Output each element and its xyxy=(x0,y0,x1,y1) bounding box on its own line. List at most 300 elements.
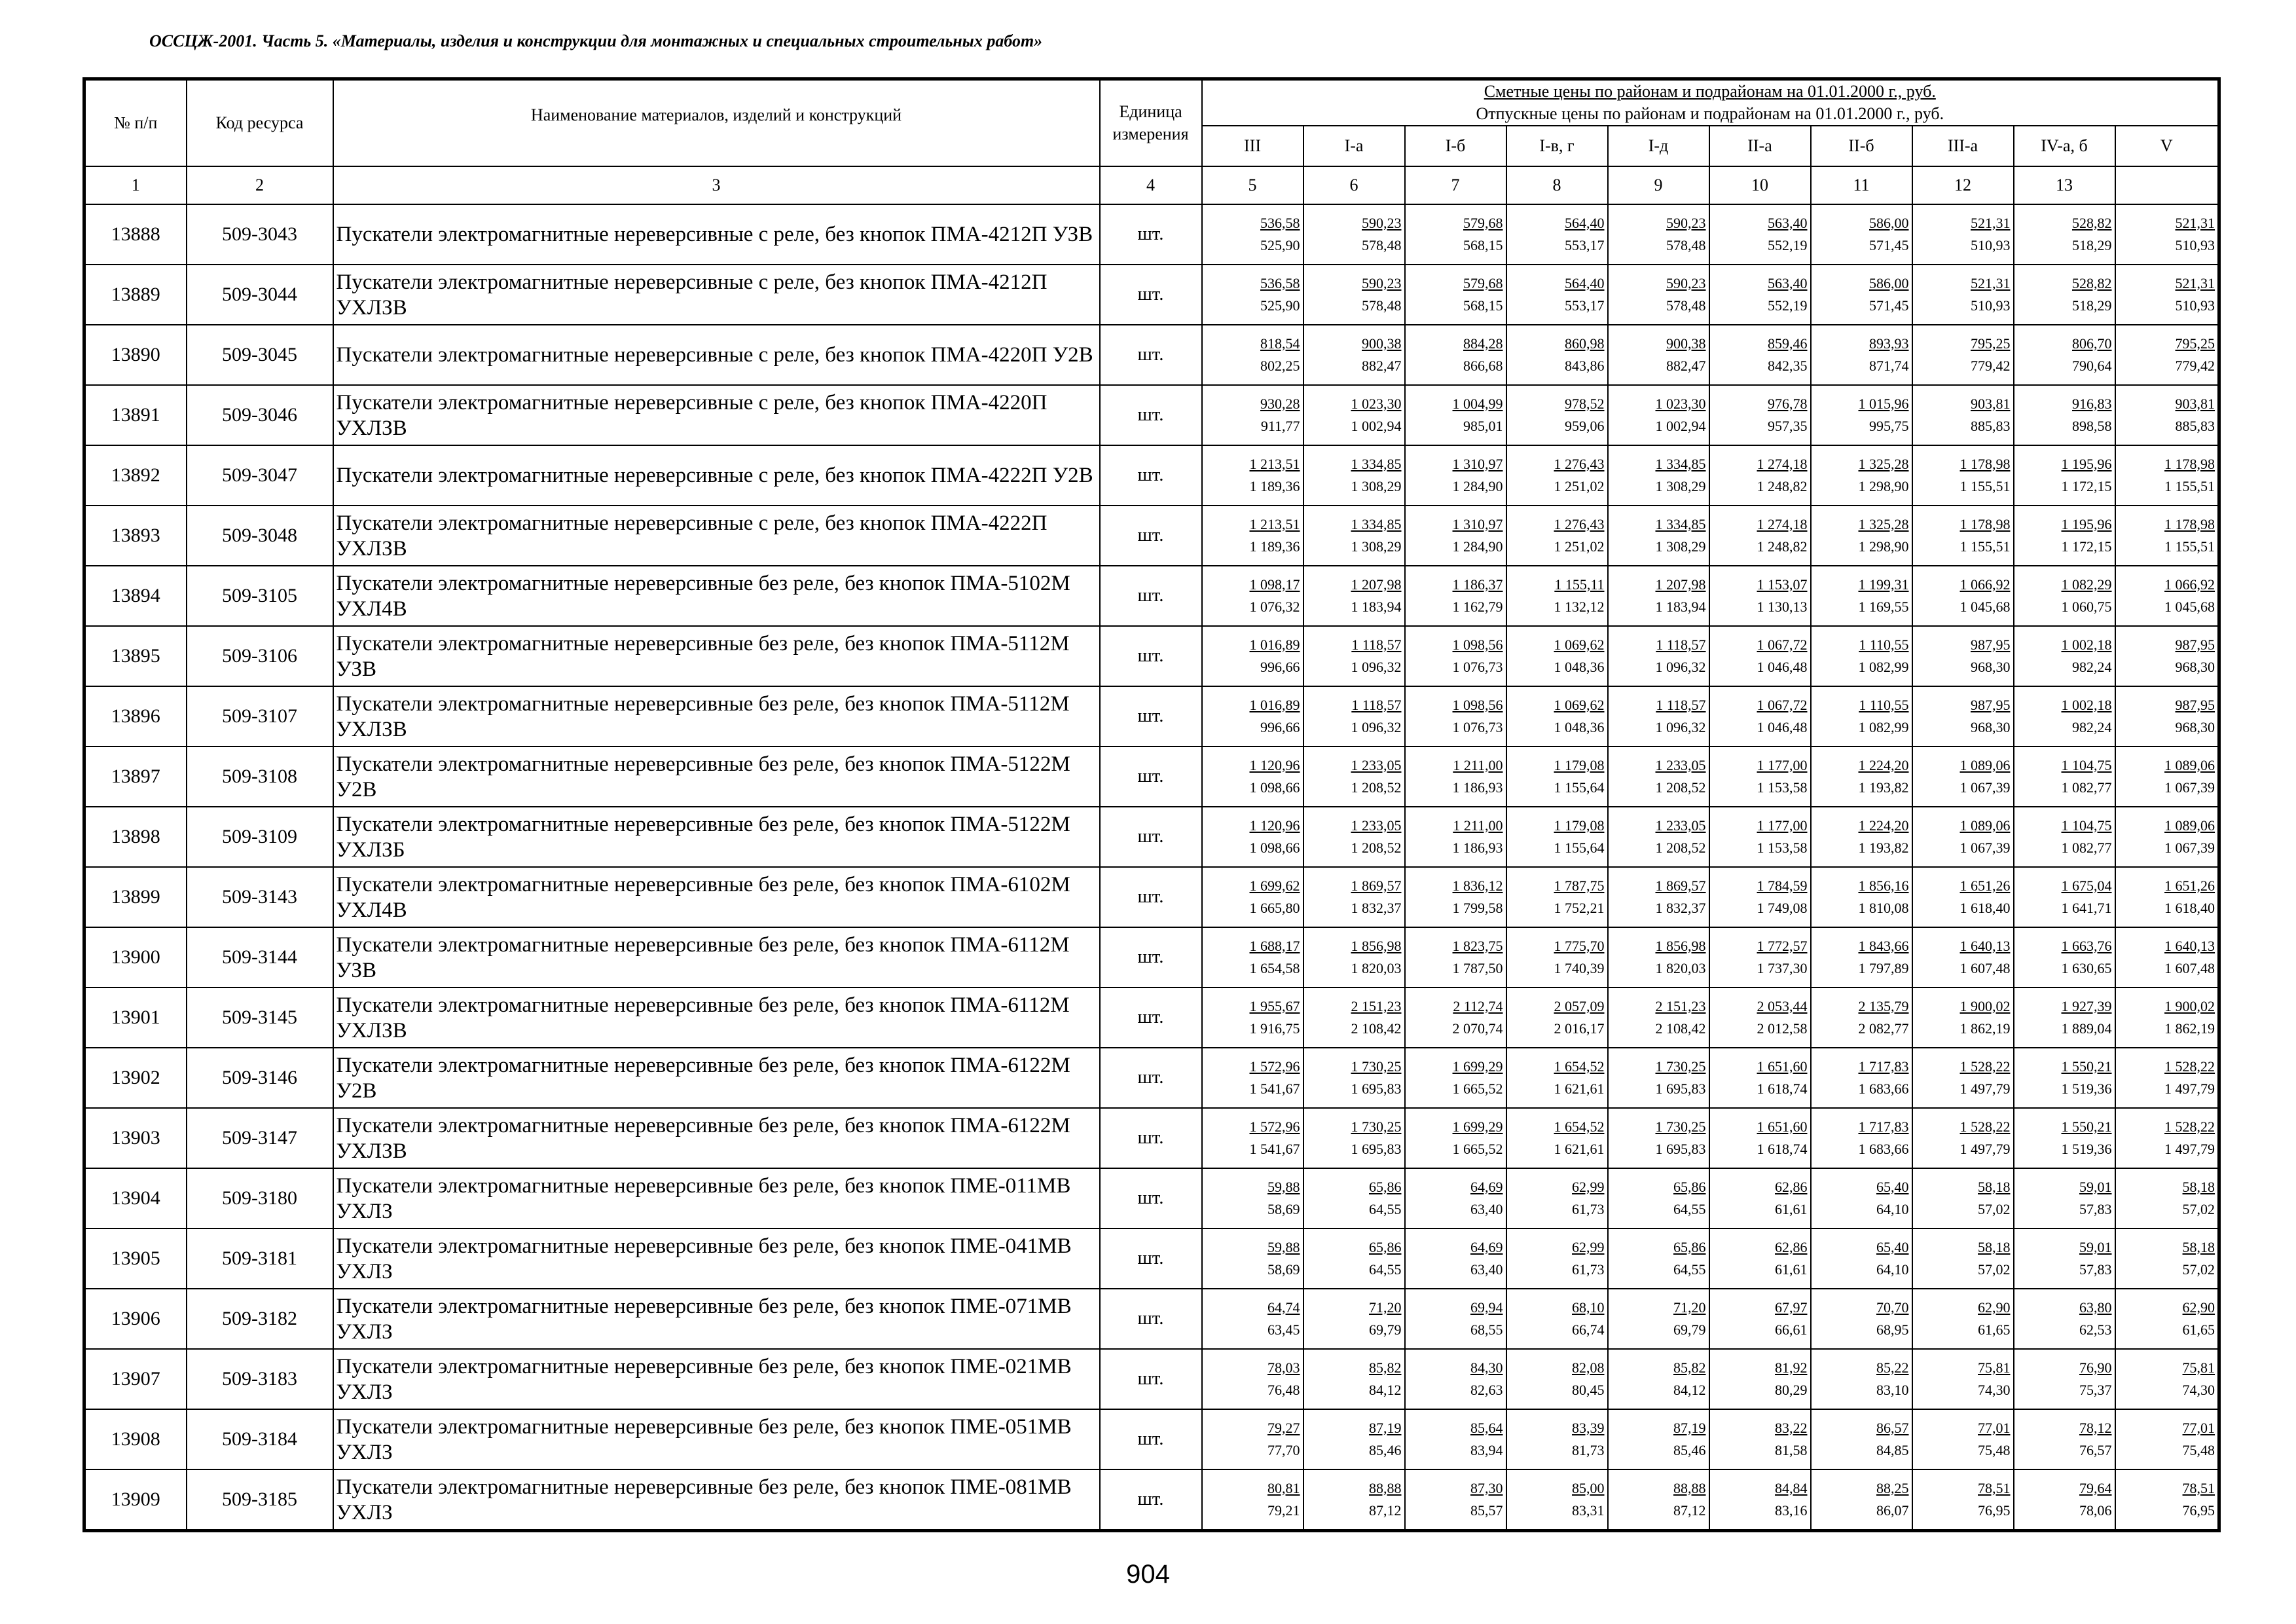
item-name: Пускатели электромагнитные нереверсивные с реле, без кнопок ПМА-4220П У2В xyxy=(333,325,1100,385)
release-price: 76,95 xyxy=(1978,1502,2011,1519)
release-price: 64,10 xyxy=(1876,1261,1909,1278)
release-price: 64,55 xyxy=(1673,1200,1706,1217)
release-price: 525,90 xyxy=(1260,236,1300,253)
estimated-price: 1 688,17 xyxy=(1249,937,1300,954)
estimated-price: 79,27 xyxy=(1267,1419,1300,1436)
estimated-price: 930,28 xyxy=(1260,395,1300,412)
release-price: 510,93 xyxy=(1971,236,2011,253)
estimated-price: 59,88 xyxy=(1267,1178,1300,1195)
release-price: 1 308,29 xyxy=(1351,477,1402,494)
price-cell xyxy=(2115,686,2219,747)
release-price: 61,73 xyxy=(1572,1261,1605,1278)
release-price: 552,19 xyxy=(1768,297,1808,314)
price-cell xyxy=(1506,987,1608,1048)
estimated-price: 1 334,85 xyxy=(1655,455,1706,472)
release-price: 64,55 xyxy=(1673,1261,1706,1278)
row-number: 13909 xyxy=(84,1469,187,1531)
price-cell xyxy=(2115,747,2219,807)
release-price: 1 208,52 xyxy=(1655,779,1706,796)
release-price: 982,24 xyxy=(2072,658,2112,675)
price-cell xyxy=(1709,506,1811,566)
estimated-price: 1 199,31 xyxy=(1858,576,1909,593)
price-cell xyxy=(2115,807,2219,867)
price-cell xyxy=(2014,566,2115,626)
price-cell xyxy=(2014,1108,2115,1168)
price-cell xyxy=(1202,987,1303,1048)
estimated-price: 58,18 xyxy=(1978,1238,2011,1255)
estimated-price: 818,54 xyxy=(1260,335,1300,352)
release-price: 553,17 xyxy=(1565,297,1605,314)
estimated-price: 88,88 xyxy=(1369,1479,1402,1496)
estimated-price: 65,40 xyxy=(1876,1178,1909,1195)
estimated-price: 1 572,96 xyxy=(1249,1058,1300,1075)
release-price: 790,64 xyxy=(2072,357,2112,374)
release-price: 571,45 xyxy=(1869,297,1909,314)
resource-code: 509-3145 xyxy=(187,987,333,1048)
price-cell xyxy=(2014,204,2115,265)
estimated-price: 1 528,22 xyxy=(1959,1058,2011,1075)
estimated-price: 1 310,97 xyxy=(1452,515,1503,532)
estimated-price: 860,98 xyxy=(1565,335,1605,352)
price-cell xyxy=(1405,686,1506,747)
release-price: 1 096,32 xyxy=(1655,658,1706,675)
release-price: 1 002,94 xyxy=(1351,417,1402,434)
price-cell xyxy=(1303,1228,1405,1289)
release-price: 1 916,75 xyxy=(1249,1020,1300,1037)
item-name: Пускатели электромагнитные нереверсивные без реле, без кнопок ПМЕ-021МВ УХЛЗ xyxy=(333,1349,1100,1409)
price-cell xyxy=(1202,927,1303,987)
release-price: 968,30 xyxy=(2175,658,2215,675)
row-number: 13895 xyxy=(84,626,187,686)
item-name: Пускатели электромагнитные нереверсивные без реле, без кнопок ПМЕ-071МВ УХЛЗ xyxy=(333,1289,1100,1349)
release-price: 57,02 xyxy=(2182,1261,2215,1278)
release-price: 1 248,82 xyxy=(1757,477,1808,494)
release-price: 552,19 xyxy=(1768,236,1808,253)
release-price: 85,46 xyxy=(1673,1441,1706,1458)
estimated-price: 590,23 xyxy=(1362,214,1402,231)
release-price: 1 630,65 xyxy=(2061,959,2112,976)
estimated-price: 59,01 xyxy=(2079,1178,2112,1195)
item-name: Пускатели электромагнитные нереверсивные с реле, без кнопок ПМА-4220П УХЛЗВ xyxy=(333,385,1100,445)
estimated-price: 579,68 xyxy=(1463,274,1503,291)
estimated-price: 1 089,06 xyxy=(2164,756,2215,773)
release-price: 57,83 xyxy=(2079,1261,2112,1278)
estimated-price: 79,64 xyxy=(2079,1479,2112,1496)
estimated-price: 987,95 xyxy=(2175,696,2215,713)
release-price: 2 070,74 xyxy=(1452,1020,1503,1037)
price-cell xyxy=(1912,265,2014,325)
estimated-price: 978,52 xyxy=(1565,395,1605,412)
release-price: 518,29 xyxy=(2072,236,2112,253)
release-price: 1 076,73 xyxy=(1452,718,1503,735)
table-row xyxy=(84,867,2219,927)
estimated-price: 1 178,98 xyxy=(1959,455,2011,472)
estimated-price: 1 717,83 xyxy=(1858,1118,1909,1135)
row-number: 13894 xyxy=(84,566,187,626)
price-cell xyxy=(2014,325,2115,385)
price-cell xyxy=(1811,927,1912,987)
estimated-price: 1 640,13 xyxy=(2164,937,2215,954)
header-region: I-а xyxy=(1303,126,1405,166)
estimated-price: 85,22 xyxy=(1876,1359,1909,1376)
estimated-price: 528,82 xyxy=(2072,214,2112,231)
estimated-price: 859,46 xyxy=(1768,335,1808,352)
price-cell xyxy=(1811,1289,1912,1349)
estimated-price: 521,31 xyxy=(2175,274,2215,291)
release-price: 842,35 xyxy=(1768,357,1808,374)
release-price: 77,70 xyxy=(1267,1441,1300,1458)
release-price: 1 787,50 xyxy=(1452,959,1503,976)
item-name: Пускатели электромагнитные нереверсивные с реле, без кнопок ПМА-4222П УХЛЗВ xyxy=(333,506,1100,566)
release-price: 1 060,75 xyxy=(2061,598,2112,615)
estimated-price: 1 310,97 xyxy=(1452,455,1503,472)
estimated-price: 1 186,37 xyxy=(1452,576,1503,593)
price-cell xyxy=(1303,927,1405,987)
release-price: 578,48 xyxy=(1666,236,1706,253)
estimated-price: 1 110,55 xyxy=(1859,696,1909,713)
release-price: 1 172,15 xyxy=(2061,477,2112,494)
price-cell xyxy=(1506,1228,1608,1289)
price-cell xyxy=(1405,807,1506,867)
release-price: 1 695,83 xyxy=(1655,1080,1706,1097)
row-number: 13904 xyxy=(84,1168,187,1228)
estimated-price: 1 699,29 xyxy=(1452,1118,1503,1135)
release-price: 1 737,30 xyxy=(1757,959,1808,976)
release-price: 1 098,66 xyxy=(1249,839,1300,856)
estimated-price: 65,86 xyxy=(1369,1238,1402,1255)
release-price: 1 082,99 xyxy=(1858,658,1909,675)
estimated-price: 1 213,51 xyxy=(1249,455,1300,472)
table-row xyxy=(84,1228,2219,1289)
table-row xyxy=(84,1409,2219,1469)
estimated-price: 1 207,98 xyxy=(1655,576,1706,593)
estimated-price: 1 195,96 xyxy=(2061,515,2112,532)
release-price: 553,17 xyxy=(1565,236,1605,253)
release-price: 74,30 xyxy=(1978,1381,2011,1398)
release-price: 885,83 xyxy=(1971,417,2011,434)
release-price: 911,77 xyxy=(1260,417,1300,434)
estimated-price: 86,57 xyxy=(1876,1419,1909,1436)
price-cell xyxy=(2014,265,2115,325)
price-cell xyxy=(1608,807,1709,867)
price-cell xyxy=(1506,1349,1608,1409)
price-cell xyxy=(1811,747,1912,807)
release-price: 1 752,21 xyxy=(1554,899,1605,916)
estimated-price: 987,95 xyxy=(2175,636,2215,653)
estimated-price: 903,81 xyxy=(2175,395,2215,412)
release-price: 64,55 xyxy=(1369,1261,1402,1278)
release-price: 1 076,73 xyxy=(1452,658,1503,675)
estimated-price: 84,30 xyxy=(1470,1359,1503,1376)
price-cell xyxy=(2115,566,2219,626)
price-cell xyxy=(1811,265,1912,325)
price-cell xyxy=(1405,265,1506,325)
table-row xyxy=(84,686,2219,747)
estimated-price: 564,40 xyxy=(1565,274,1605,291)
release-price: 1 251,02 xyxy=(1554,477,1605,494)
estimated-price: 1 717,83 xyxy=(1858,1058,1909,1075)
row-number: 13899 xyxy=(84,867,187,927)
estimated-price: 64,69 xyxy=(1470,1238,1503,1255)
resource-code: 509-3182 xyxy=(187,1289,333,1349)
price-cell xyxy=(1811,506,1912,566)
price-cell xyxy=(1608,1228,1709,1289)
price-cell xyxy=(1506,686,1608,747)
price-cell xyxy=(1303,807,1405,867)
estimated-price: 586,00 xyxy=(1869,274,1909,291)
estimated-price: 70,70 xyxy=(1876,1299,1909,1316)
price-cell xyxy=(1608,506,1709,566)
price-cell xyxy=(1709,204,1811,265)
estimated-price: 1 836,12 xyxy=(1452,877,1503,894)
price-cell xyxy=(1709,1289,1811,1349)
table-row xyxy=(84,385,2219,445)
resource-code: 509-3048 xyxy=(187,506,333,566)
release-price: 1 046,48 xyxy=(1757,718,1808,735)
price-cell xyxy=(1709,626,1811,686)
price-cell xyxy=(2115,1168,2219,1228)
release-price: 1 045,68 xyxy=(2164,598,2215,615)
price-cell xyxy=(1709,445,1811,506)
release-price: 1 618,74 xyxy=(1757,1080,1808,1097)
price-cell xyxy=(1405,325,1506,385)
price-cell xyxy=(1202,1289,1303,1349)
price-cell xyxy=(1303,686,1405,747)
column-number: 1 xyxy=(84,166,187,204)
estimated-price: 85,82 xyxy=(1673,1359,1706,1376)
release-price: 75,48 xyxy=(1978,1441,2011,1458)
price-table xyxy=(82,77,2221,1532)
release-price: 1 665,52 xyxy=(1452,1140,1503,1157)
estimated-price: 1 528,22 xyxy=(2164,1058,2215,1075)
price-cell xyxy=(1709,1048,1811,1108)
price-cell xyxy=(1912,1409,2014,1469)
release-price: 86,07 xyxy=(1876,1502,1909,1519)
estimated-price: 1 104,75 xyxy=(2061,756,2112,773)
price-cell xyxy=(1405,1048,1506,1108)
estimated-price: 563,40 xyxy=(1768,274,1808,291)
estimated-price: 1 016,89 xyxy=(1249,696,1300,713)
release-price: 69,79 xyxy=(1673,1321,1706,1338)
estimated-price: 62,90 xyxy=(2182,1299,2215,1316)
price-cell xyxy=(1506,445,1608,506)
release-price: 1 153,58 xyxy=(1757,779,1808,796)
row-number: 13902 xyxy=(84,1048,187,1108)
release-price: 1 797,89 xyxy=(1858,959,1909,976)
table-row xyxy=(84,987,2219,1048)
column-number: 2 xyxy=(187,166,333,204)
price-cell xyxy=(1506,807,1608,867)
estimated-price: 1 334,85 xyxy=(1351,455,1402,472)
price-cell xyxy=(1202,265,1303,325)
release-price: 1 183,94 xyxy=(1655,598,1706,615)
row-number: 13891 xyxy=(84,385,187,445)
price-cell xyxy=(1912,1289,2014,1349)
release-price: 1 251,02 xyxy=(1554,538,1605,555)
estimated-price: 62,86 xyxy=(1775,1238,1808,1255)
price-cell xyxy=(1608,566,1709,626)
release-price: 1 308,29 xyxy=(1351,538,1402,555)
unit-cell: шт. xyxy=(1100,1168,1202,1228)
estimated-price: 1 955,67 xyxy=(1249,997,1300,1014)
price-cell xyxy=(1608,204,1709,265)
price-cell xyxy=(1811,626,1912,686)
price-cell xyxy=(2014,626,2115,686)
table-row xyxy=(84,566,2219,626)
price-cell xyxy=(1811,686,1912,747)
column-number: 4 xyxy=(1100,166,1202,204)
resource-code: 509-3046 xyxy=(187,385,333,445)
release-price: 1 193,82 xyxy=(1858,779,1909,796)
release-price: 1 519,36 xyxy=(2061,1140,2112,1157)
price-cell xyxy=(1912,1469,2014,1531)
price-cell xyxy=(1608,1289,1709,1349)
price-cell xyxy=(1405,385,1506,445)
release-price: 578,48 xyxy=(1362,297,1402,314)
unit-cell: шт. xyxy=(1100,1048,1202,1108)
estimated-price: 64,69 xyxy=(1470,1178,1503,1195)
price-cell xyxy=(1912,927,2014,987)
estimated-price: 85,64 xyxy=(1470,1419,1503,1436)
price-cell xyxy=(1912,1108,2014,1168)
release-price: 578,48 xyxy=(1666,297,1706,314)
estimated-price: 1 651,26 xyxy=(1959,877,2011,894)
unit-cell: шт. xyxy=(1100,807,1202,867)
estimated-price: 1 067,72 xyxy=(1757,696,1808,713)
estimated-price: 1 195,96 xyxy=(2061,455,2112,472)
release-price: 1 082,99 xyxy=(1858,718,1909,735)
price-cell xyxy=(1202,1168,1303,1228)
estimated-price: 1 654,52 xyxy=(1554,1118,1605,1135)
estimated-price: 1 155,11 xyxy=(1554,576,1605,593)
header-region: II-а xyxy=(1709,126,1811,166)
price-cell xyxy=(1608,1108,1709,1168)
estimated-price: 987,95 xyxy=(1971,636,2011,653)
estimated-price: 1 004,99 xyxy=(1452,395,1503,412)
estimated-price: 1 211,00 xyxy=(1453,756,1503,773)
release-price: 57,83 xyxy=(2079,1200,2112,1217)
unit-cell: шт. xyxy=(1100,1228,1202,1289)
release-price: 64,10 xyxy=(1876,1200,1909,1217)
release-price: 84,85 xyxy=(1876,1441,1909,1458)
price-cell xyxy=(1912,626,2014,686)
estimated-price: 1 651,60 xyxy=(1757,1058,1808,1075)
price-cell xyxy=(1405,1469,1506,1531)
price-cell xyxy=(1202,506,1303,566)
release-price: 58,69 xyxy=(1267,1200,1300,1217)
price-cell xyxy=(1405,1289,1506,1349)
price-cell xyxy=(1709,1168,1811,1228)
estimated-price: 903,81 xyxy=(1971,395,2011,412)
price-cell xyxy=(1202,1228,1303,1289)
estimated-price: 590,23 xyxy=(1362,274,1402,291)
release-price: 1 076,32 xyxy=(1249,598,1300,615)
price-cell xyxy=(2014,1349,2115,1409)
resource-code: 509-3146 xyxy=(187,1048,333,1108)
price-cell xyxy=(1709,747,1811,807)
release-price: 1 248,82 xyxy=(1757,538,1808,555)
estimated-price: 1 069,62 xyxy=(1554,636,1605,653)
estimated-price: 1 213,51 xyxy=(1249,515,1300,532)
release-price: 1 541,67 xyxy=(1249,1140,1300,1157)
header-region: II-б xyxy=(1811,126,1912,166)
price-cell xyxy=(1202,1409,1303,1469)
release-price: 62,53 xyxy=(2079,1321,2112,1338)
estimated-price: 1 651,60 xyxy=(1757,1118,1808,1135)
resource-code: 509-3147 xyxy=(187,1108,333,1168)
estimated-price: 1 528,22 xyxy=(1959,1118,2011,1135)
row-number: 13893 xyxy=(84,506,187,566)
price-cell xyxy=(1303,1168,1405,1228)
item-name: Пускатели электромагнитные нереверсивные без реле, без кнопок ПМЕ-041МВ УХЛЗ xyxy=(333,1228,1100,1289)
release-price: 1 298,90 xyxy=(1858,477,1909,494)
price-cell xyxy=(2115,1048,2219,1108)
resource-code: 509-3108 xyxy=(187,747,333,807)
estimated-price: 987,95 xyxy=(1971,696,2011,713)
estimated-price: 1 179,08 xyxy=(1554,756,1605,773)
release-price: 578,48 xyxy=(1362,236,1402,253)
estimated-price: 1 002,18 xyxy=(2061,636,2112,653)
price-cell xyxy=(1709,1469,1811,1531)
estimated-price: 1 651,26 xyxy=(2164,877,2215,894)
estimated-price: 87,19 xyxy=(1673,1419,1706,1436)
resource-code: 509-3180 xyxy=(187,1168,333,1228)
price-cell xyxy=(1405,1168,1506,1228)
release-price: 64,55 xyxy=(1369,1200,1402,1217)
release-price: 957,35 xyxy=(1768,417,1808,434)
release-price: 1 155,51 xyxy=(1959,477,2011,494)
item-name: Пускатели электромагнитные нереверсивные без реле, без кнопок ПМЕ-011МВ УХЛЗ xyxy=(333,1168,1100,1228)
price-cell xyxy=(2115,1289,2219,1349)
price-cell xyxy=(2115,1469,2219,1531)
table-row xyxy=(84,1289,2219,1349)
estimated-price: 64,74 xyxy=(1267,1299,1300,1316)
estimated-price: 63,80 xyxy=(2079,1299,2112,1316)
release-price: 68,95 xyxy=(1876,1321,1909,1338)
estimated-price: 884,28 xyxy=(1463,335,1503,352)
unit-cell: шт. xyxy=(1100,1409,1202,1469)
price-cell xyxy=(1303,506,1405,566)
estimated-price: 1 233,05 xyxy=(1351,756,1402,773)
table-row xyxy=(84,325,2219,385)
column-number: 13 xyxy=(2014,166,2115,204)
release-price: 61,61 xyxy=(1775,1200,1808,1217)
estimated-price: 1 118,57 xyxy=(1656,696,1706,713)
column-number: 7 xyxy=(1405,166,1506,204)
estimated-price: 1 066,92 xyxy=(1959,576,2011,593)
release-price: 882,47 xyxy=(1362,357,1402,374)
table-row xyxy=(84,1469,2219,1531)
table-row xyxy=(84,1349,2219,1409)
price-cell xyxy=(1202,686,1303,747)
price-cell xyxy=(1811,1469,1912,1531)
unit-cell: шт. xyxy=(1100,1469,1202,1531)
release-price: 1 654,58 xyxy=(1249,959,1300,976)
price-cell xyxy=(1811,1409,1912,1469)
estimated-price: 88,25 xyxy=(1876,1479,1909,1496)
release-price: 2 016,17 xyxy=(1554,1020,1605,1037)
unit-cell: шт. xyxy=(1100,1289,1202,1349)
price-cell xyxy=(2115,987,2219,1048)
release-price: 1 308,29 xyxy=(1655,477,1706,494)
price-cell xyxy=(2115,927,2219,987)
estimated-price: 1 178,98 xyxy=(2164,455,2215,472)
release-price: 882,47 xyxy=(1666,357,1706,374)
item-name: Пускатели электромагнитные нереверсивные без реле, без кнопок ПМА-5122М У2В xyxy=(333,747,1100,807)
release-price: 83,94 xyxy=(1470,1441,1503,1458)
estimated-price: 58,18 xyxy=(1978,1178,2011,1195)
estimated-price: 1 640,13 xyxy=(1959,937,2011,954)
